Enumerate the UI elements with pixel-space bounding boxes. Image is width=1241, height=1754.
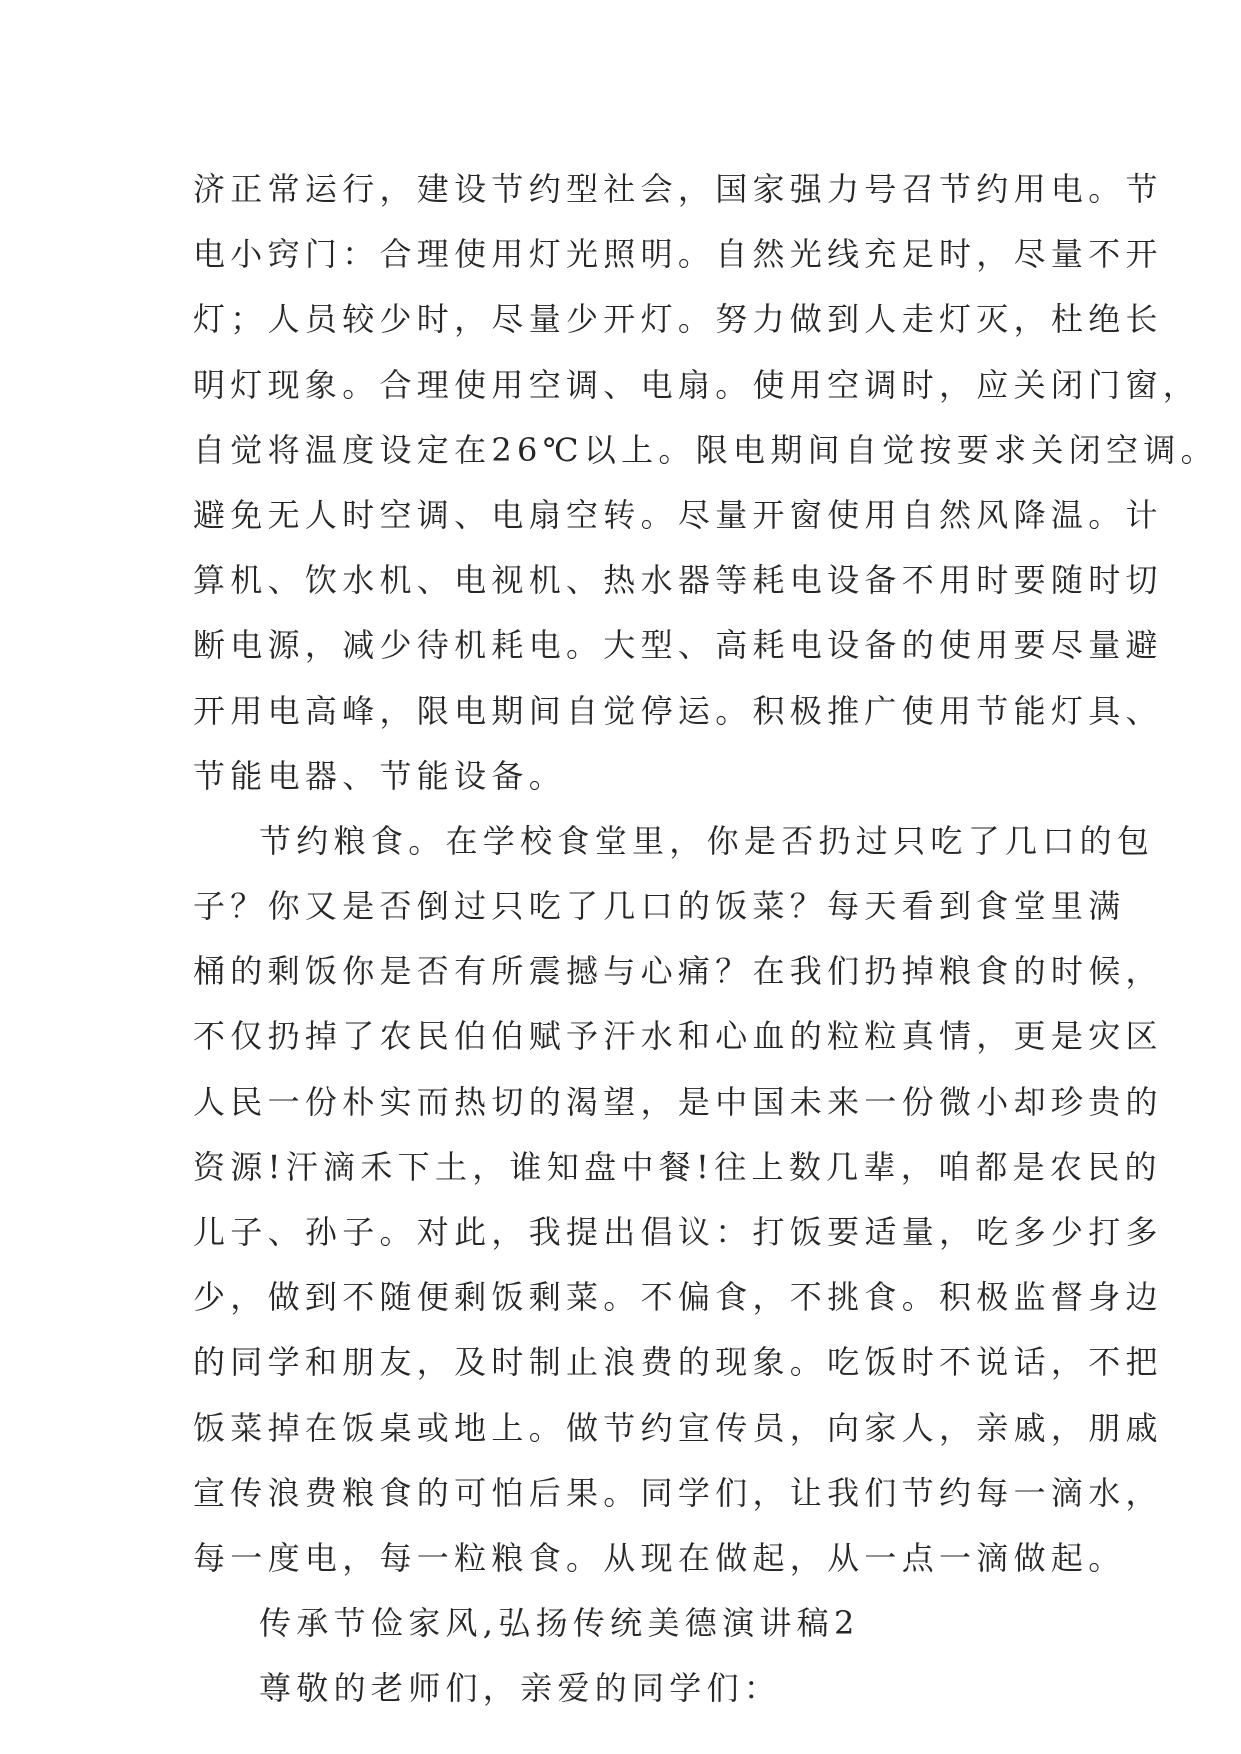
body-line: 资源!汗滴禾下土，谁知盘中餐!往上数几辈，咱都是农民的 bbox=[193, 1147, 1162, 1186]
document-body bbox=[193, 157, 1218, 1722]
body-line: 儿子、孙子。对此，我提出倡议：打饭要适量，吃多少打多 bbox=[193, 1213, 1163, 1251]
body-line: 明灯现象。合理使用空调、电扇。使用空调时，应关闭门窗， bbox=[193, 365, 1201, 404]
body-line: 子？你又是否倒过只吃了几口的饭菜？每天看到食堂里满 bbox=[193, 887, 1126, 926]
body-line: 宣传浪费粮食的可怕后果。同学们，让我们节约每一滴水， bbox=[193, 1473, 1163, 1512]
body-line: 济正常运行，建设节约型社会，国家强力号召节约用电。节 bbox=[193, 170, 1163, 208]
body-line: 每一度电，每一粒粮食。从现在做起，从一点一滴做起。 bbox=[193, 1538, 1126, 1577]
body-line: 避免无人时空调、电扇空转。尽量开窗使用自然风降温。计 bbox=[193, 495, 1163, 534]
paragraph-start-line: 节约粮食。在学校食堂里，你是否扔过只吃了几口的包 bbox=[259, 821, 1155, 860]
body-line: 算机、饮水机、电视机、热水器等耗电设备不用时要随时切 bbox=[193, 561, 1163, 600]
body-line: 节能电器、节能设备。 bbox=[193, 756, 567, 795]
body-line: 自觉将温度设定在26℃以上。限电期间自觉按要求关闭空调。 bbox=[193, 430, 1218, 469]
salutation-line: 尊敬的老师们，亲爱的同学们： bbox=[259, 1669, 782, 1708]
body-line: 电小窍门：合理使用灯光照明。自然光线充足时，尽量不开 bbox=[193, 235, 1163, 274]
body-line: 断电源，减少待机耗电。大型、高耗电设备的使用要尽量避 bbox=[193, 626, 1163, 665]
body-line: 灯；人员较少时，尽量少开灯。努力做到人走灯灭，杜绝长 bbox=[193, 300, 1163, 339]
body-line: 开用电高峰，限电期间自觉停运。积极推广使用节能灯具、 bbox=[193, 691, 1163, 730]
body-line: 少，做到不随便剩饭剩菜。不偏食，不挑食。积极监督身边 bbox=[193, 1278, 1163, 1317]
body-line: 饭菜掉在饭桌或地上。做节约宣传员，向家人，亲戚，朋戚 bbox=[193, 1408, 1163, 1447]
body-line: 人民一份朴实而热切的渴望，是中国未来一份微小却珍贵的 bbox=[193, 1082, 1163, 1121]
section-title: 传承节俭家风,弘扬传统美德演讲稿2 bbox=[259, 1604, 860, 1643]
body-line: 不仅扔掉了农民伯伯赋予汗水和心血的粒粒真情，更是灾区 bbox=[193, 1017, 1163, 1056]
body-line: 的同学和朋友，及时制止浪费的现象。吃饭时不说话，不把 bbox=[193, 1343, 1163, 1382]
body-line: 桶的剩饭你是否有所震撼与心痛？在我们扔掉粮食的时候， bbox=[193, 952, 1163, 991]
